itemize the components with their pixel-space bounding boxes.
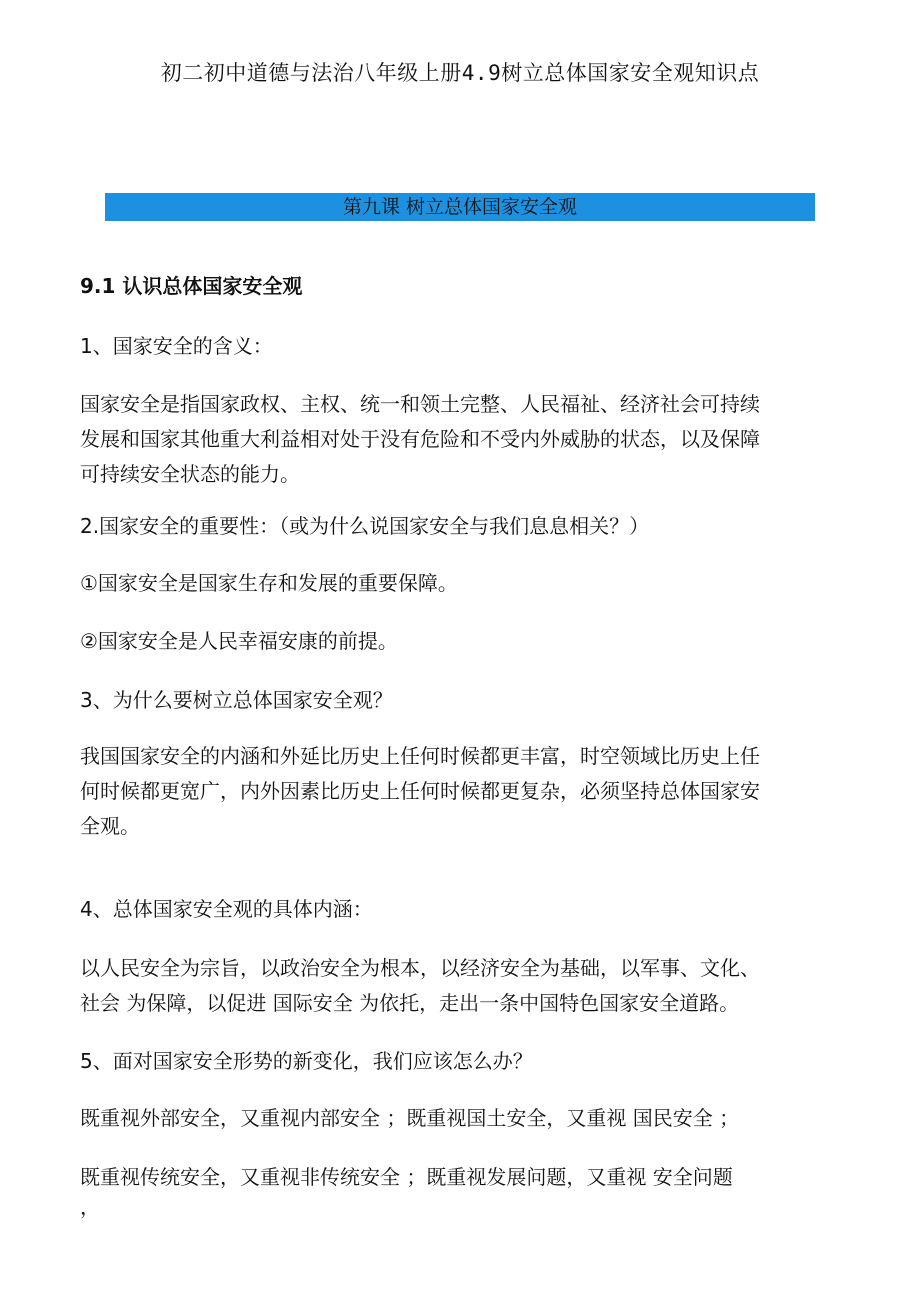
heading-response: 5、面对国家安全形势的新变化，我们应该怎么办？ bbox=[80, 1049, 533, 1073]
heading-why: 3、为什么要树立总体国家安全观？ bbox=[80, 688, 393, 712]
section-heading: 9.1 认识总体国家安全观 bbox=[80, 274, 303, 298]
paragraph-line: 可持续安全状态的能力。 bbox=[80, 462, 300, 486]
paragraph-line: 以人民安全为宗旨，以政治安全为根本，以经济安全为基础，以军事、文化、 bbox=[80, 956, 760, 980]
paragraph-line: 既重视外部安全，又重视内部安全 ；既重视国土安全，又重视 国民安全 ； bbox=[80, 1106, 740, 1130]
paragraph-line: 国家安全是指国家政权、主权、统一和领土完整、人民福祉、经济社会可持续 bbox=[80, 392, 760, 416]
heading-importance: 2.国家安全的重要性：（或为什么说国家安全与我们息息相关？） bbox=[80, 514, 650, 538]
paragraph-line: 我国国家安全的内涵和外延比历史上任何时候都更丰富，时空领域比历史上任 bbox=[80, 744, 760, 768]
paragraph-line: 全观。 bbox=[80, 814, 140, 838]
lesson-banner: 第九课 树立总体国家安全观 bbox=[105, 193, 815, 221]
heading-meaning: 1、国家安全的含义： bbox=[80, 334, 273, 358]
list-item: ②国家安全是人民幸福安康的前提。 bbox=[80, 629, 398, 653]
list-item: ①国家安全是国家生存和发展的重要保障。 bbox=[80, 571, 458, 595]
paragraph-line: 既重视传统安全，又重视非传统安全 ；既重视发展问题，又重视 安全问题 bbox=[80, 1165, 733, 1189]
document-title: 初二初中道德与法治八年级上册4.9树立总体国家安全观知识点 bbox=[160, 61, 760, 85]
paragraph-line: 社会 为保障，以促进 国际安全 为依托，走出一条中国特色国家安全道路。 bbox=[80, 991, 740, 1015]
paragraph-line: 何时候都更宽广，内外因素比历史上任何时候都更复杂，必须坚持总体国家安 bbox=[80, 779, 760, 803]
heading-connotation: 4、总体国家安全观的具体内涵： bbox=[80, 897, 373, 921]
paragraph-line: 发展和国家其他重大利益相对处于没有危险和不受内外威胁的状态，以及保障 bbox=[80, 427, 760, 451]
paragraph-line: ， bbox=[80, 1195, 100, 1219]
